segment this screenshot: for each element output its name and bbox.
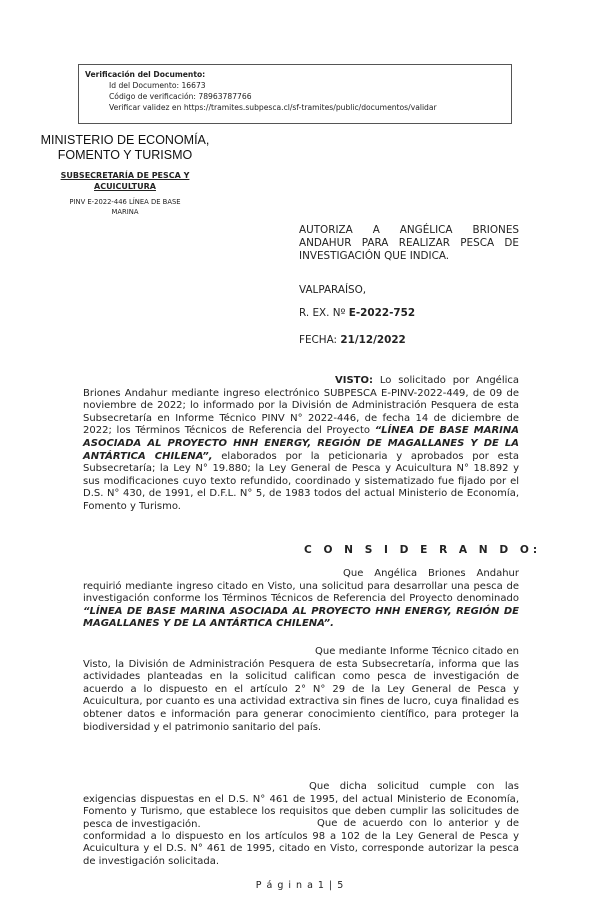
considerando-3-text: Que dicha solicitud cumple con las exigencias dispuestas en el D.S. N° 461 de 1995, del actual Ministerio de Economía, Fomento y Turismo, que establece los requisitos que deben cumplir las solicitudes de pesca de investigación. (83, 781, 519, 830)
ministry-line-2: FOMENTO Y TURISMO (57, 148, 193, 162)
verification-title: Verificación del Documento: (85, 70, 206, 79)
subsecretaria-line-2: ACUICULTURA (94, 182, 156, 191)
verification-list (85, 80, 505, 113)
visto-text-a: Lo solicitado por Angélica Briones Andahur mediante ingreso electrónico SUBPESCA E-PINV-2022-449, de 09 de noviembre de 2022; lo informado por la División de Administración Pesquera de esta Subsecretaría en Informe Técnico PINV N° 2022-446, de fecha 14 de diciembre de 2022; los Términos Técnicos de Referencia del Proyecto (83, 375, 519, 437)
considerando-1-project: “LÍNEA DE BASE MARINA ASOCIADA AL PROYECTO HNH ENERGY, REGIÓN DE MAGALLANES Y DE LA ANTÁRTICA CHILENA”. (83, 605, 519, 630)
resolution-subject: AUTORIZA A ANGÉLICA BRIONES ANDAHUR PARA REALIZAR PESCA DE INVESTIGACIÓN QUE INDICA. (299, 224, 519, 262)
page-number: P á g i n a 1 | 5 (255, 880, 345, 891)
resolution-date (299, 334, 406, 346)
ministry-name (30, 133, 220, 163)
considerando-paragraph-4 (83, 818, 519, 868)
fecha-label: FECHA: (299, 334, 338, 346)
subsecretaria-name (30, 170, 220, 192)
document-id: • Id del Documento: 16673 (109, 80, 505, 91)
visto-paragraph (83, 375, 519, 514)
rex-label: R. EX. Nº (299, 307, 346, 319)
verification-url[interactable]: • Verificar validez en https://tramites.subpesca.cl/sf-tramites/public/documentos/validar (109, 102, 505, 113)
verification-code: • Código de verificación: 78963787766 (109, 91, 505, 102)
subsecretaria-line-1: SUBSECRETARÍA DE PESCA Y (60, 171, 190, 180)
reference-line-1: PINV E-2022-446 LÍNEA DE BASE (69, 198, 181, 206)
fecha-value: 21/12/2022 (340, 334, 406, 346)
resolution-number (299, 307, 415, 319)
considerando-paragraph-2 (83, 646, 519, 734)
ministry-line-1: MINISTERIO DE ECONOMÍA, (40, 133, 210, 147)
considerando-1-text: Que Angélica Briones Andahur requirió mediante ingreso citado en Visto, una solicitud para desarrollar una pesca de investigación conforme los Términos Técnicos de Referencia del Proyecto denominado (83, 568, 519, 605)
visto-text-b: elaborados por la peticionaria y aprobados por esta Subsecretaría; la Ley N° 19.880; la Ley General de Pesca y Acuicultura N° 18.892 y sus modificaciones cuyo texto refundido, coordinado y sistematizado fue fijado por el D.S. N° 430, de 1991, el D.F.L. N° 5, de 1983 todos del actual Ministerio de Economía, Fomento y Turismo. (83, 450, 519, 512)
rex-number: E-2022-752 (348, 307, 416, 319)
city: VALPARAÍSO, (299, 284, 367, 296)
considerando-4-text: Que de acuerdo con lo anterior y de conformidad a lo dispuesto en los artículos 98 a 102 de la Ley General de Pesca y Acuicultura y el D.S. N° 461 de 1995, citado en Visto, corresponde autorizar la pesca de investigación solicitada. (83, 818, 519, 867)
visto-label: VISTO: (335, 375, 373, 386)
considerando-2-text: Que mediante Informe Técnico citado en Visto, la División de Administración Pesquera de esta Subsecretaría, informa que las actividades planteadas en la solicitud califican como pesca de investigación de acuerdo a lo dispuesto en el artículo 2° N° 29 de la Ley General de Pesca y Acuicultura, por cuanto es una actividad extractiva sin fines de lucro, cuya finalidad es obtener datos e información para generar conocimiento científico, para proteger la biodiversidad y el patrimonio sanitario del país. (83, 646, 519, 733)
verification-box (78, 64, 512, 124)
reference-line-2: MARINA (111, 208, 139, 216)
visto-project: “LÍNEA DE BASE MARINA ASOCIADA AL PROYECTO HNH ENERGY, REGIÓN DE MAGALLANES Y DE LA ANTÁRTICA CHILENA”, (83, 425, 519, 462)
reference-code (30, 197, 220, 217)
considerando-title: C O N S I D E R A N D O: (304, 544, 542, 556)
considerando-paragraph-1 (83, 568, 519, 631)
